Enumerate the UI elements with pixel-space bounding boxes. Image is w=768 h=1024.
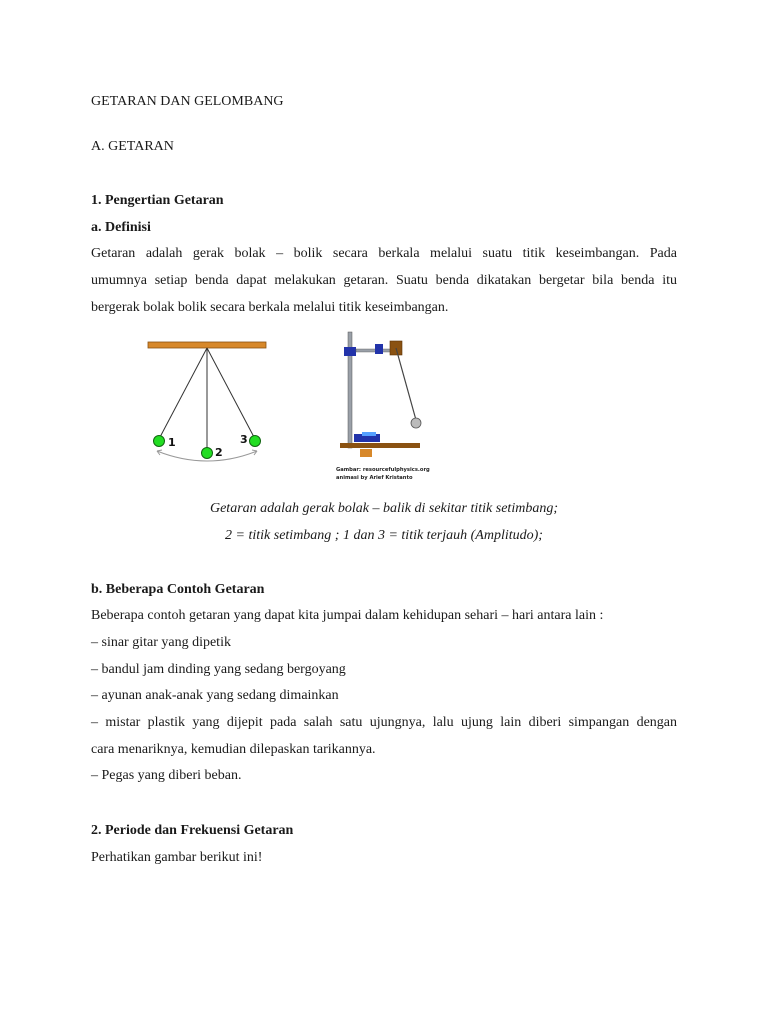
pendulum-label-2: 2 [215,446,223,459]
examples-intro: Beberapa contoh getaran yang dapat kita jumpai dalam kehidupan sehari – hari antara lain : [91,608,604,623]
periode-intro-text: Perhatikan gambar berikut ini! [91,850,263,865]
pendulum-label-1: 1 [168,436,176,449]
example-item-continuation: cara menariknya, kemudian dilepaskan tarikannya. [91,742,376,757]
pendulum-label-3: 3 [240,433,248,446]
example-item: – mistar plastik yang dijepit pada salah satu ujungnya, lalu ujung lain diberi simpangan dengan [91,715,677,730]
subheading-contoh-getaran: b. Beberapa Contoh Getaran [91,582,265,597]
definition-line-1: Getaran adalah gerak bolak – bolik secara berkala melalui suatu titik keseimbangan. Pada [91,246,677,261]
figure-caption-line-1: Getaran adalah gerak bolak – balik di sekitar titik setimbang; [209,501,558,516]
document-title: GETARAN DAN GELOMBANG [91,94,284,109]
subheading-periode-frekuensi: 2. Periode dan Frekuensi Getaran [91,823,294,838]
section-heading-getaran: A. GETARAN [91,139,174,154]
figure-credit-line-2: animasi by Arief Kristanto [336,475,413,481]
example-item: – sinar gitar yang dipetik [91,635,231,650]
stand-pendulum-diagram [330,328,440,488]
example-item: – bandul jam dinding yang sedang bergoyang [91,662,346,677]
definition-line-3: bergerak bolak bolik secara berkala melalui titik keseimbangan. [91,300,449,315]
figure-caption-line-2: 2 = titik setimbang ; 1 dan 3 = titik terjauh (Amplitudo); [225,528,543,543]
subheading-definisi: a. Definisi [91,220,151,235]
figure-credit-line-1: Gambar: resourcefulphysics.org [336,467,430,473]
pendulum-diagram [140,335,280,465]
example-item: – Pegas yang diberi beban. [91,768,242,783]
example-item: – ayunan anak-anak yang sedang dimainkan [91,688,339,703]
definition-line-2: umumnya setiap benda dapat melakukan getaran. Suatu benda dikatakan bergetar bila benda itu [91,273,677,288]
subheading-pengertian: 1. Pengertian Getaran [91,193,224,208]
